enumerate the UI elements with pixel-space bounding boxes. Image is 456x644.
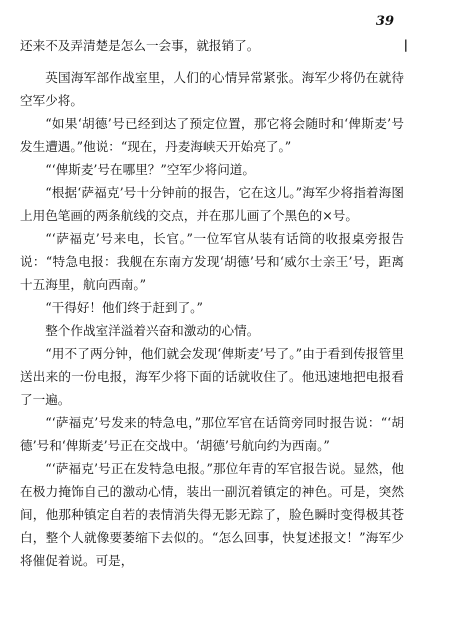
continuation-line: 还来不及弄清楚是怎么一会事，就报销了。 xyxy=(20,38,260,53)
paragraph: “‘萨福克’号来电，长官。”一位军官从装有话筒的收报桌旁报告说：“特急电报：我舰在东南方发现‘胡德’号和‘威尔士亲王’号，距离十五海里，航向西南。” xyxy=(20,231,404,292)
body-text xyxy=(20,66,404,572)
paragraph: “‘俾斯麦’号在哪里？”空军少将问道。 xyxy=(45,162,255,177)
paragraph: “‘萨福克’号发来的特急电，”那位军官在话筒旁同时报告说：“‘胡德’号和‘俾斯麦’号正在交战中。‘胡德’号航向约为西南。” xyxy=(20,415,404,453)
paragraph: 英国海军部作战室里，人们的心情异常紧张。海军少将仍在就待空军少将。 xyxy=(20,70,404,108)
page-number: 39 xyxy=(375,14,394,29)
paragraph: “‘萨福克’号正在发特急电报。”那位年青的军官报告说。显然，他在极力掩饰自己的激动心情，装出一副沉着镇定的神色。可是，突然间，他那种镇定自若的表情消失得无影无踪了，脸色瞬时变得极其苍白，整个人就像要萎缩下去似的。“怎么回事，快复述报文！”海军少将催促着说。可是， xyxy=(20,461,404,568)
continuation-text-block xyxy=(20,34,404,57)
margin-mark: | xyxy=(403,38,408,52)
paragraph: “用不了两分钟，他们就会发现‘俾斯麦’号了。”由于看到传报管里送出来的一份电报，海军少将下面的话就收住了。他迅速地把电报看了一遍。 xyxy=(20,346,404,407)
paragraph: “干得好！他们终于赶到了。” xyxy=(45,300,203,315)
paragraph: 整个作战室洋溢着兴奋和激动的心情。 xyxy=(45,323,260,338)
paragraph: “如果‘胡德’号已经到达了预定位置，那它将会随时和‘俾斯麦’号发生遭遇。”他说：“现在，丹麦海峡天开始亮了。” xyxy=(20,116,404,154)
paragraph: “根据‘萨福克’号十分钟前的报告，它在这儿。”海军少将指着海图上用色笔画的两条航线的交点，并在那儿画了个黑色的×号。 xyxy=(20,185,404,223)
